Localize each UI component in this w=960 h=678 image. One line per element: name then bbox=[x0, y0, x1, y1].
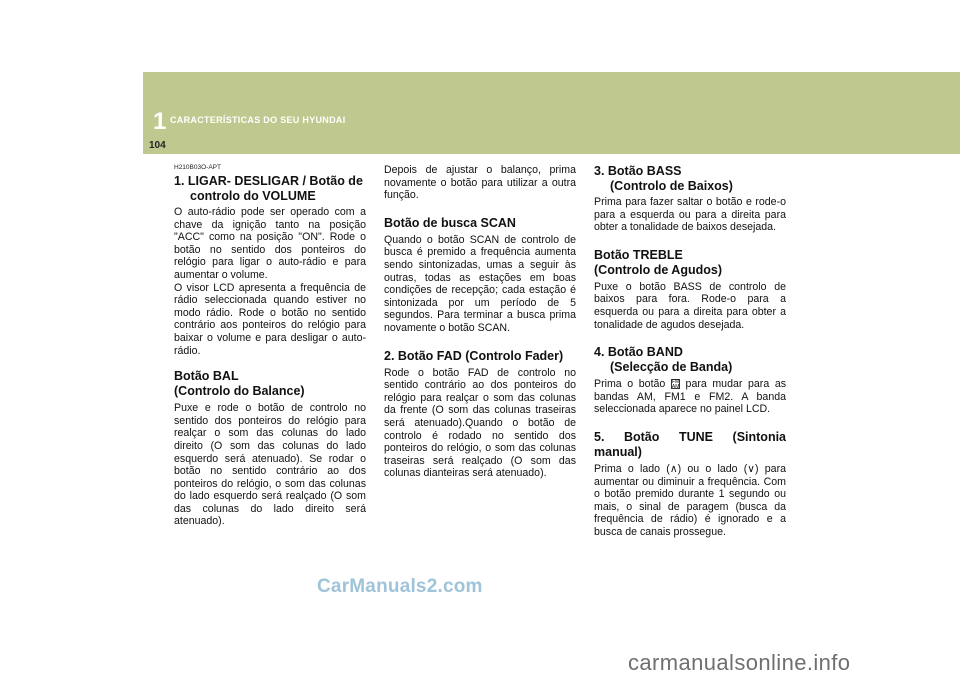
band-heading-line2: (Selecção de Banda) bbox=[610, 360, 733, 375]
power-volume-paragraph-1: O auto-rádio pode ser operado com a chave da ignição tanto na posição "ACC" como na posição "ON". Rode o botão no sentido dos ponteiros do relógio para ligar o auto-rádio e para aumentar o volume. bbox=[174, 206, 366, 281]
scan-heading: Botão de busca SCAN bbox=[384, 215, 516, 230]
watermark-carmanualsonline[interactable]: carmanualsonline.info bbox=[628, 650, 851, 675]
chapter-title: CARACTERÍSTICAS DO SEU HYUNDAI bbox=[170, 115, 346, 125]
balance-continued-paragraph: Depois de ajustar o balanço, prima novamente o botão para utilizar a outra função. bbox=[384, 164, 576, 202]
chapter-number: 1 bbox=[153, 108, 167, 135]
watermark-carmanuals2[interactable]: CarManuals2.com bbox=[317, 576, 483, 597]
balance-paragraph: Puxe e rode o botão de controlo no sentido dos ponteiros do relógio para realçar o som das colunas do lado direito (O som das colunas do lado esquerdo será atenuado). Se rodar o botão no sentido contrário ao dos ponteiros do relógio, o som das colunas do lado esquerdo será realçado (O som das colunas do lado direito será atenuado). bbox=[174, 402, 366, 528]
balance-heading-line1: Botão BAL bbox=[174, 369, 239, 384]
section-code: H210B03O-APT bbox=[174, 164, 221, 171]
column-1 bbox=[174, 164, 366, 528]
column-2 bbox=[384, 164, 576, 480]
band-heading bbox=[594, 345, 786, 375]
bass-heading bbox=[594, 164, 786, 194]
treble-paragraph: Puxe o botão BASS de controlo de baixos para fora. Rode-o para a esquerda ou para a direita para obter a tonalidade de agudos desejada. bbox=[594, 280, 786, 331]
power-volume-paragraph-2: O visor LCD apresenta a frequência de rádio seleccionada quando estiver no modo rádio. Rode o botão no sentido contrário aos ponteiros do relógio para baixar o volume e para desligar o auto-rádio. bbox=[174, 281, 366, 357]
bass-paragraph: Prima para fazer saltar o botão e rode-o para a esquerda ou para a direita para obter a tonalidade de baixos desejada. bbox=[594, 196, 786, 234]
power-volume-heading-line1: 1. LIGAR- DESLIGAR / Botão de bbox=[174, 174, 363, 188]
band-paragraph-end: para mudar para as bandas AM, FM1 e FM2. A banda seleccionada aparece no painel LCD. bbox=[594, 378, 787, 416]
fader-heading: 2. Botão FAD (Controlo Fader) bbox=[384, 348, 564, 363]
treble-heading-line2: (Controlo de Agudos) bbox=[594, 262, 722, 277]
fader-paragraph: Rode o botão FAD de controlo no sentido contrário ao dos ponteiros do relógio para realçar o som das colunas da frente (O som das colunas traseiras será atenuado).Quando o botão de controlo é rodado no sentido dos ponteiros do relógio, o som das colunas traseiras será realçado (O som das colunas dianteiras será atenuado). bbox=[384, 366, 576, 480]
power-volume-heading bbox=[174, 174, 366, 204]
band-paragraph bbox=[594, 378, 786, 416]
power-volume-heading-line2: controlo do VOLUME bbox=[190, 189, 316, 203]
balance-heading bbox=[174, 369, 366, 399]
band-paragraph-start: Prima o botão bbox=[594, 378, 666, 391]
treble-heading bbox=[594, 248, 786, 278]
balance-heading-line2: (Controlo do Balance) bbox=[174, 384, 305, 399]
fm-am-button-icon: FM AM bbox=[671, 379, 680, 391]
treble-heading-line1: Botão TREBLE bbox=[594, 247, 683, 262]
scan-paragraph: Quando o botão SCAN de controlo de busca é premido a frequência aumenta sendo sintonizadas, umas a seguir às outras, todas as estações em boas condições de recepção; cada estação é sintonizada por um período de 5 segundos. Para terminar a busca prima novamente o botão SCAN. bbox=[384, 233, 576, 334]
band-heading-line1: 4. Botão BAND bbox=[594, 345, 683, 360]
bass-heading-line2: (Controlo de Baixos) bbox=[610, 179, 733, 193]
page-number: 104 bbox=[149, 140, 166, 151]
header-band bbox=[143, 72, 960, 154]
tune-paragraph: Prima o lado (∧) ou o lado (∨) para aumentar ou diminuir a frequência. Com o botão premido durante 1 segundo ou mais, o sinal de paragem (busca da frequência de rádio) é ignorado e a busca de canais prossegue. bbox=[594, 462, 786, 538]
column-3 bbox=[594, 164, 786, 539]
bass-heading-line1: 3. Botão BASS bbox=[594, 164, 682, 178]
tune-heading: 5. Botão TUNE (Sintonia manual) bbox=[594, 429, 786, 459]
